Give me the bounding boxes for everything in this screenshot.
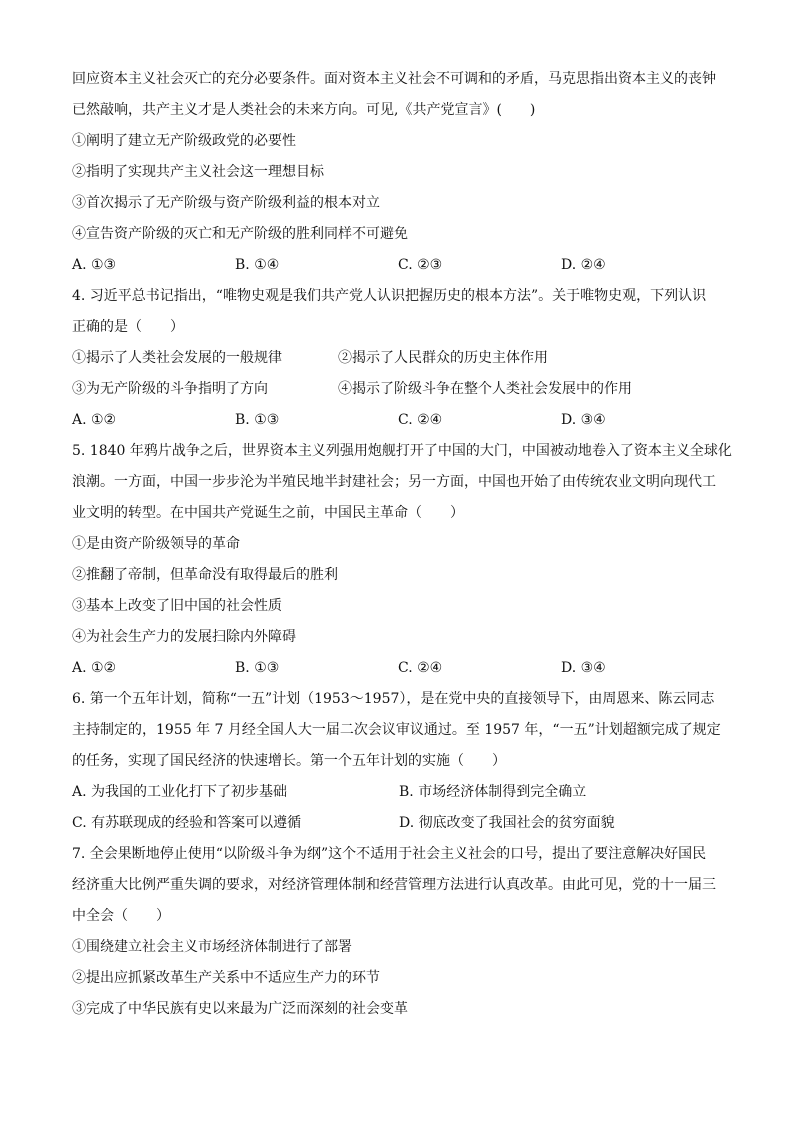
- q4-items-row-1: [72, 343, 726, 374]
- q4-item-4: ④揭示了阶级斗争在整个人类社会发展中的作用: [338, 381, 632, 397]
- q4-option-d[interactable]: D. ③④: [561, 412, 606, 428]
- q4-option-a[interactable]: A. ①②: [72, 412, 117, 428]
- q3-option-a[interactable]: A. ①③: [72, 257, 117, 273]
- q5-option-a[interactable]: A. ①②: [72, 660, 117, 676]
- q5-option-b[interactable]: B. ①③: [235, 660, 280, 676]
- q4-item-1: ①揭示了人类社会发展的一般规律: [72, 350, 282, 366]
- q6-option-d[interactable]: D. 彻底改变了我国社会的贫穷面貌: [399, 815, 615, 831]
- q4-items-row-2: [72, 374, 726, 405]
- q3-item-4: ④宣告资产阶级的灭亡和无产阶级的胜利同样不可避免: [72, 226, 408, 242]
- q7-stem-line-3: 中全会（ ）: [72, 908, 170, 924]
- q4-option-c[interactable]: C. ②④: [398, 412, 443, 428]
- q5-item-1: ①是由资产阶级领导的革命: [72, 536, 240, 552]
- q4-stem-line-1: 4. 习近平总书记指出，“唯物史观是我们共产党人认识把握历史的根本方法”。关于唯物史观，下列认识: [72, 288, 707, 304]
- q5-item-4: ④为社会生产力的发展扫除内外障碍: [72, 629, 296, 645]
- q6-stem-line-1: 6. 第一个五年计划，简称“一五”计划（1953～1957），是在党中央的直接领导下，由周恩来、陈云同志: [72, 691, 715, 707]
- q7-item-1: ①围绕建立社会主义市场经济体制进行了部署: [72, 939, 352, 955]
- q6-options-row-2: [72, 808, 726, 839]
- q3-stem-line-2: 已然敲响，共产主义才是人类社会的未来方向。可见,《共产党宣言》( ): [72, 102, 536, 118]
- q5-item-3: ③基本上改变了旧中国的社会性质: [72, 598, 282, 614]
- q4-option-b[interactable]: B. ①③: [235, 412, 280, 428]
- q5-option-d[interactable]: D. ③④: [561, 660, 606, 676]
- q5-item-2: ②推翻了帝制，但革命没有取得最后的胜利: [72, 567, 338, 583]
- q6-options-row-1: [72, 777, 726, 808]
- q5-stem-line-2: 浪潮。一方面，中国一步步沦为半殖民地半封建社会；另一方面，中国也开始了由传统农业文明向现代工: [72, 474, 716, 490]
- q3-option-d[interactable]: D. ②④: [561, 257, 606, 273]
- q6-option-a[interactable]: A. 为我国的工业化打下了初步基础: [72, 784, 288, 800]
- q3-option-c[interactable]: C. ②③: [398, 257, 443, 273]
- q4-item-2: ②揭示了人民群众的历史主体作用: [338, 350, 548, 366]
- q5-stem-line-1: 5. 1840 年鸦片战争之后，世界资本主义列强用炮舰打开了中国的大门，中国被动地卷入了资本主义全球化: [72, 443, 732, 459]
- q5-stem-line-3: 业文明的转型。在中国共产党诞生之前，中国民主革命（ ）: [72, 505, 464, 521]
- q6-option-b[interactable]: B. 市场经济体制得到完全确立: [399, 784, 587, 800]
- q4-options: [72, 405, 726, 436]
- q3-options: [72, 250, 726, 281]
- q6-stem-line-3: 的任务，实现了国民经济的快速增长。第一个五年计划的实施（ ）: [72, 753, 506, 769]
- q7-stem-line-2: 经济重大比例严重失调的要求，对经济管理体制和经营管理方法进行认真改革。由此可见，党的十一届三: [72, 877, 716, 893]
- q7-item-2: ②提出应抓紧改革生产关系中不适应生产力的环节: [72, 970, 380, 986]
- q5-option-c[interactable]: C. ②④: [398, 660, 443, 676]
- question-page: [72, 64, 732, 1025]
- q4-stem-line-2: 正确的是（ ）: [72, 319, 184, 335]
- q3-item-1: ①阐明了建立无产阶级政党的必要性: [72, 133, 296, 149]
- q3-option-b[interactable]: B. ①④: [235, 257, 280, 273]
- q3-stem-line-1: 回应资本主义社会灭亡的充分必要条件。面对资本主义社会不可调和的矛盾，马克思指出资本主义的丧钟: [72, 71, 716, 87]
- q3-item-2: ②指明了实现共产主义社会这一理想目标: [72, 164, 324, 180]
- q6-stem-line-2: 主持制定的，1955 年 7 月经全国人大一届二次会议审议通过。至 1957 年，“一五”计划超额完成了规定: [72, 722, 721, 738]
- q7-stem-line-1: 7. 全会果断地停止使用“以阶级斗争为纲”这个不适用于社会主义社会的口号，提出了要注意解决好国民: [72, 846, 707, 862]
- q4-item-3: ③为无产阶级的斗争指明了方向: [72, 381, 268, 397]
- q7-item-3: ③完成了中华民族有史以来最为广泛而深刻的社会变革: [72, 1001, 408, 1017]
- q6-option-c[interactable]: C. 有苏联现成的经验和答案可以遵循: [72, 815, 302, 831]
- q3-item-3: ③首次揭示了无产阶级与资产阶级利益的根本对立: [72, 195, 380, 211]
- q5-options: [72, 653, 726, 684]
